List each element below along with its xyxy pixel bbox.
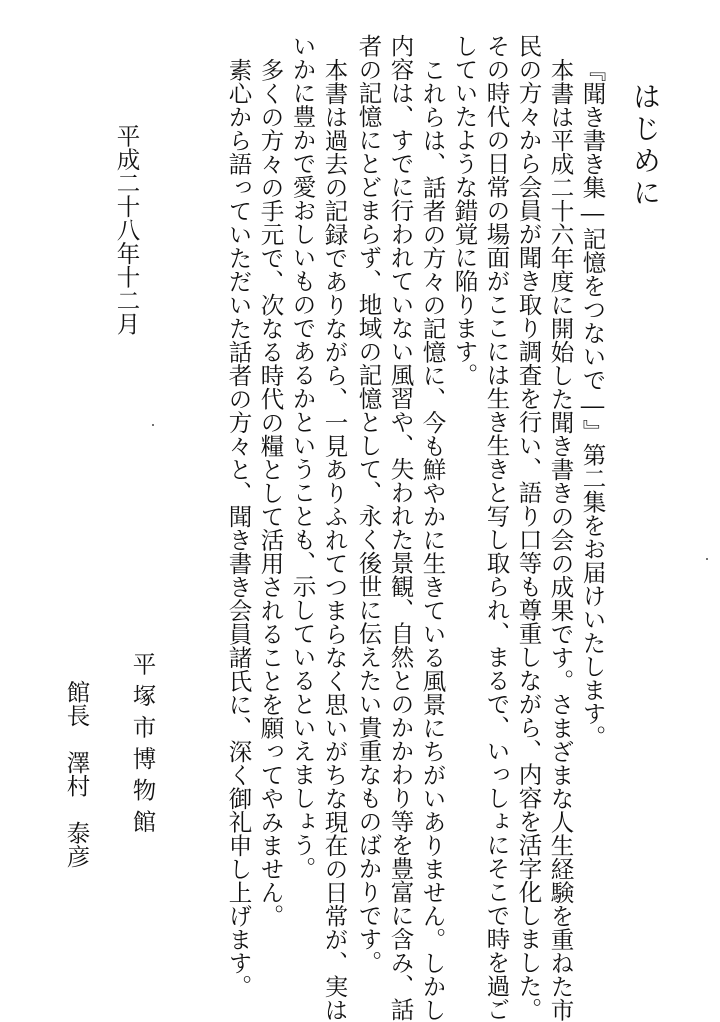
paragraph-line-4: その時代の日常の場面がここには生き生きと写し取られ、まるで、いっしょにそこで時を過ご: [482, 34, 511, 1021]
paragraph-line-1: 『聞き書き集―記憶をつないで―』第二集をお届けいたします。: [578, 58, 607, 749]
paragraph-line-8: 者の記憶にとどまらず、地域の記憶として、永く後世に伝えたい貴重なものばかりです。: [354, 34, 383, 974]
date: 平成二十八年十二月: [112, 124, 141, 336]
scan-speck: [152, 424, 154, 426]
scan-speck: [706, 558, 708, 560]
page-title: はじめに: [629, 82, 662, 210]
paragraph-line-9: 本書は過去の記録でありながら、一見ありふれてつまらなく思いがちな現在の日常が、実は: [320, 58, 349, 1022]
paragraph-line-2: 本書は平成二十六年度に開始した聞き書きの会の成果です。さまざまな人生経験を重ねた市: [546, 58, 575, 1022]
paragraph-line-7: 内容は、すでに行われていない風習や、失われた景観、自然とのかかわり等を豊富に含み、話: [386, 34, 415, 1021]
paragraph-line-5: していたような錯覚に陥ります。: [450, 34, 479, 387]
paragraph-line-6: これらは、話者の方々の記憶に、今も鮮やかに生きている風景にちがいありません。しかし: [418, 58, 447, 1022]
paragraph-line-12: 素心から語っていただいた話者の方々と、聞き書き会員諸氏に、深く御礼申し上げます。: [224, 58, 253, 998]
organization-name: 平塚市博物館: [128, 652, 157, 841]
signature: 館長 澤村 泰彦: [62, 680, 91, 868]
paragraph-line-10: いかに豊かで愛おしいものであるかということも、示しているといえましょう。: [288, 34, 317, 880]
paragraph-line-3: 民の方々から会員が聞き取り調査を行い、語り口等も尊重しながら、内容を活字化しました。: [514, 34, 543, 1021]
paragraph-line-11: 多くの方々の手元で、次なる時代の糧として活用されることを願ってやみません。: [256, 58, 285, 928]
